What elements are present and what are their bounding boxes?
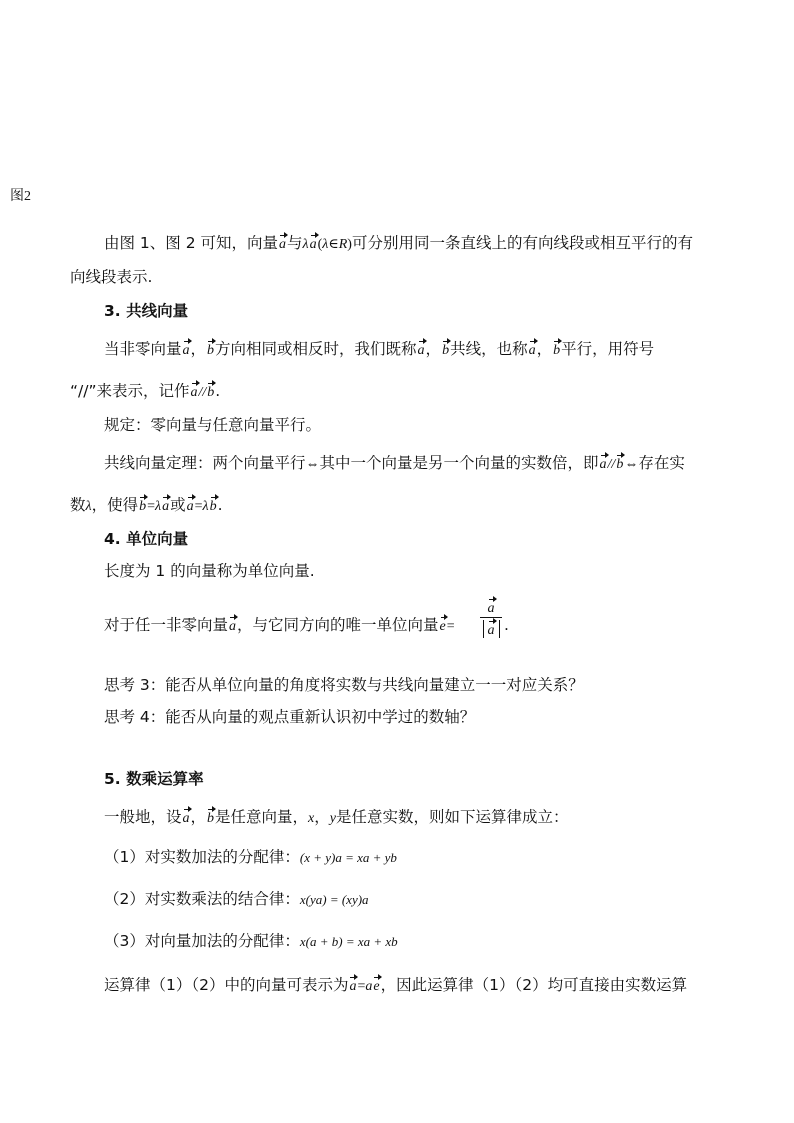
paragraph-figure-conclusion-line2: 向线段表示. (70, 268, 153, 286)
lambda-symbol: λ (85, 499, 92, 514)
vector-a: a (309, 237, 317, 252)
vector-a: a (487, 601, 495, 616)
text: 由图 1、图 2 可知，向量 (104, 234, 279, 252)
law-formula: (x + y)a = xa + yb (299, 850, 397, 865)
vector-b: b (616, 457, 624, 472)
rule-text: 规定：零向量与任意向量平行。 (104, 416, 322, 434)
text: ，因此运算律（1）（2）均可直接由实数运算 (380, 976, 688, 994)
text: 数 (70, 496, 86, 514)
vector-b: b (442, 343, 450, 358)
vector-b: b (207, 343, 215, 358)
text: 方向相同或相反时，我们既称 (215, 340, 417, 358)
law-2 (104, 888, 369, 911)
law-label: （1）对实数加法的分配律： (104, 848, 300, 866)
iff-symbol: ⇔ (624, 457, 639, 472)
vector-a: a (229, 619, 237, 634)
unit-vector-fraction (480, 598, 502, 638)
law-label: （2）对实数乘法的结合律： (104, 890, 300, 908)
iff-symbol: ⇔ (305, 457, 320, 472)
unit-vector-definition: 长度为 1 的向量称为单位向量. (104, 562, 315, 580)
equals: = (357, 979, 366, 994)
fraction-bar (480, 617, 502, 618)
parallel-symbol: // (607, 457, 616, 472)
vector-a: a (349, 979, 357, 994)
text: 是任意向量， (215, 808, 309, 826)
text: . (215, 382, 221, 400)
text: ， (425, 340, 442, 358)
in-r: ∈R (328, 237, 348, 252)
law-3 (104, 930, 398, 953)
paren: ( (317, 237, 323, 252)
lambda-symbol: λ (322, 237, 329, 252)
magnitude (483, 620, 500, 638)
figure-label: 图2 (10, 189, 31, 204)
vector-a: a (182, 343, 190, 358)
think-question-4: 思考 4：能否从向量的观点重新认识初中学过的数轴？ (104, 708, 476, 726)
vector-a: a (190, 385, 198, 400)
text: 是任意实数，则如下运算律成立： (336, 808, 569, 826)
vector-b: b (139, 499, 147, 514)
text: 当非零向量 (104, 340, 182, 358)
text: 共线，也称 (450, 340, 528, 358)
text: 运算律（1）（2）中的向量可表示为 (104, 976, 349, 994)
vector-a: a (417, 343, 425, 358)
think-question-3: 思考 3：能否从单位向量的角度将实数与共线向量建立一一对应关系？ (104, 676, 584, 694)
text: ，使得 (91, 496, 139, 514)
law-1 (104, 846, 397, 869)
text: ， (536, 340, 553, 358)
paren: ) (347, 237, 352, 252)
text: 共线向量定理：两个向量平行 (104, 454, 306, 472)
unit-vector-e: e (439, 619, 446, 634)
unit-vector-end-dot: . (504, 616, 509, 634)
final-paragraph (104, 974, 687, 998)
collinear-theorem-line2 (70, 494, 223, 518)
text: ， (190, 340, 207, 358)
equals: = (194, 499, 203, 514)
scalar-a: a (365, 979, 373, 994)
text: 一般地，设 (104, 808, 182, 826)
vector-b: b (207, 385, 215, 400)
lambda-symbol: λ (302, 237, 309, 252)
var-x: x (308, 811, 315, 826)
vector-a: a (487, 623, 495, 638)
unit-vector-e: e (373, 979, 380, 994)
parallel-symbol: // (198, 385, 207, 400)
text: ， (190, 808, 207, 826)
law-label: （3）对向量加法的分配律： (104, 932, 300, 950)
vector-b: b (209, 499, 217, 514)
law-formula: x(a + b) = xa + xb (299, 934, 398, 949)
vector-a: a (186, 499, 194, 514)
vector-a: a (279, 237, 287, 252)
text: ，与它同方向的唯一单位向量 (237, 616, 439, 634)
equals: = (446, 619, 455, 634)
section-heading-4: 4. 单位向量 (104, 530, 189, 548)
equals: = (147, 499, 156, 514)
paragraph-collinear-line2 (70, 380, 220, 404)
vector-a: a (162, 499, 170, 514)
var-y: y (329, 811, 336, 826)
law-formula: x(ya) = (xy)a (299, 892, 369, 907)
text: 平行，用符号 (561, 340, 655, 358)
vector-a: a (528, 343, 536, 358)
text: 对于任一非零向量 (104, 616, 229, 634)
lambda-symbol: λ (202, 499, 209, 514)
paragraph-figure-conclusion (104, 232, 693, 256)
text: 其中一个向量是另一个向量的实数倍，即 (319, 454, 599, 472)
text: ， (314, 808, 330, 826)
text: “//”来表示，记作 (70, 382, 190, 400)
text: 存在实 (638, 454, 685, 472)
vector-a: a (599, 457, 607, 472)
section-heading-3: 3. 共线向量 (104, 302, 189, 320)
vector-b: b (553, 343, 561, 358)
text: 或 (170, 496, 186, 514)
general-statement (104, 806, 569, 830)
vector-a: a (182, 811, 190, 826)
text: 与 (287, 234, 303, 252)
collinear-theorem (104, 452, 685, 476)
text: 可分别用同一条直线上的有向线段或相互平行的有 (351, 234, 693, 252)
paragraph-collinear (104, 338, 654, 360)
vector-b: b (207, 811, 215, 826)
section-heading-5: 5. 数乘运算率 (104, 770, 204, 788)
text: . (217, 496, 223, 514)
lambda-symbol: λ (155, 499, 162, 514)
unit-vector-formula-line (104, 614, 455, 638)
